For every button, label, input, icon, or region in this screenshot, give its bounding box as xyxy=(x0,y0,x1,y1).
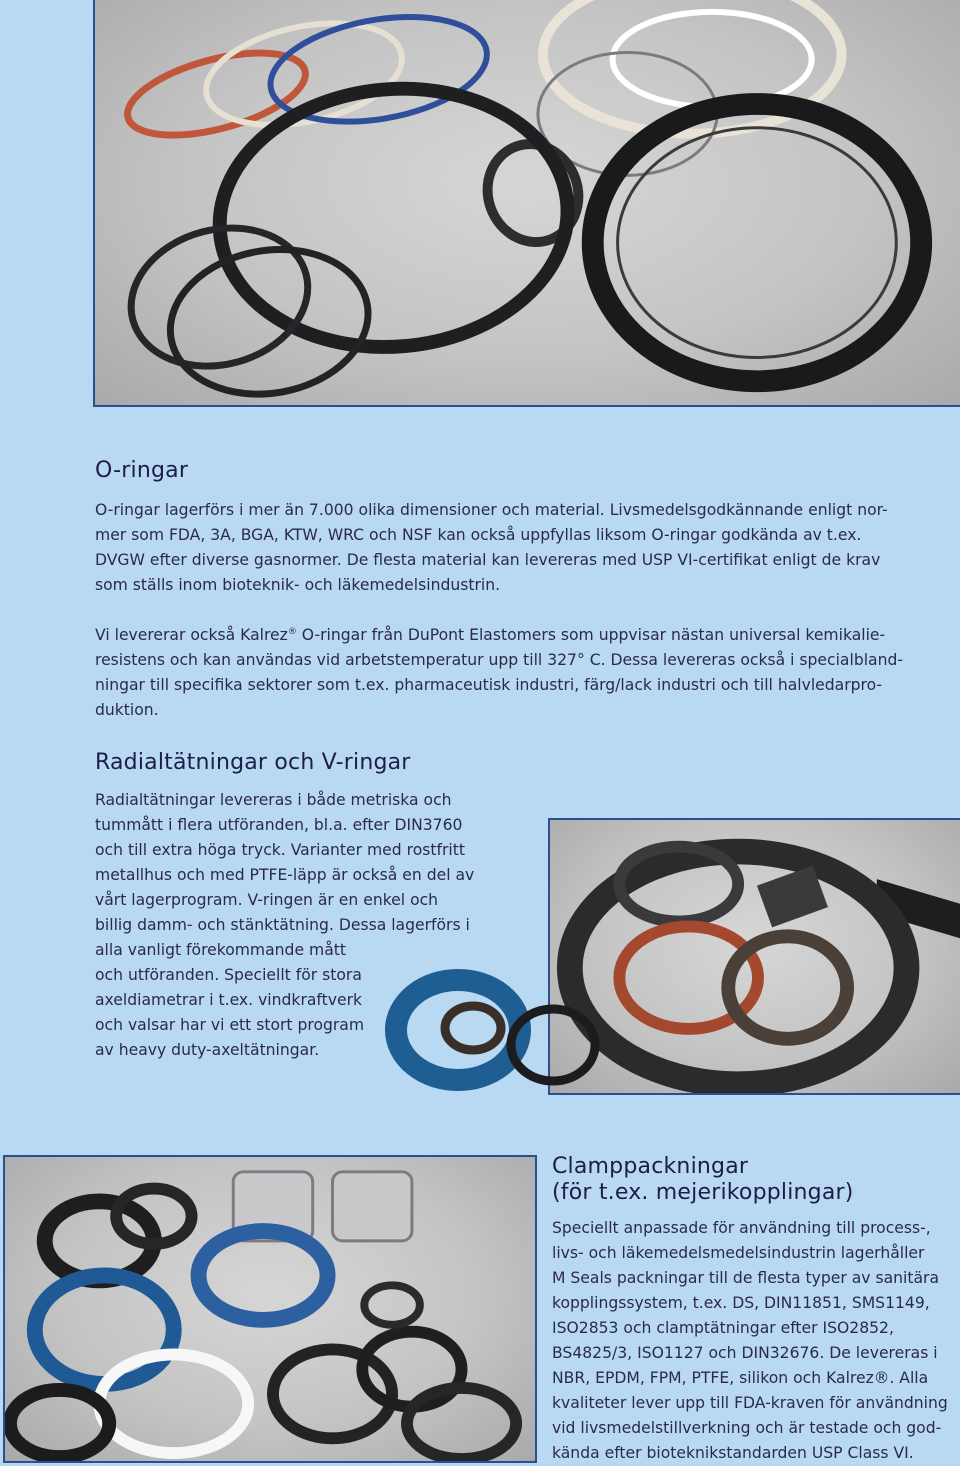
oringar-paragraph-2 xyxy=(95,623,935,723)
section-title-oringar: O-ringar xyxy=(95,458,189,483)
text-line: kända efter bioteknikstandarden USP Class VI. xyxy=(552,1444,914,1462)
text-fragment: Vi levererar också Kalrez xyxy=(95,626,288,644)
title-line: (för t.ex. mejerikopplingar) xyxy=(552,1180,854,1205)
text-line: duktion. xyxy=(95,701,159,719)
text-line: billig damm- och stänktätning. Dessa lagerförs i xyxy=(95,916,470,934)
title-line: Clamppackningar xyxy=(552,1154,749,1179)
text-line: BS4825/3, ISO1127 och DIN32676. De levereras i xyxy=(552,1344,938,1362)
text-line: Speciellt anpassade för användning till process-, xyxy=(552,1219,931,1237)
radial-seals-illustration xyxy=(550,820,960,1093)
oringar-paragraph-1 xyxy=(95,498,935,598)
text-line: NBR, EPDM, FPM, PTFE, silikon och Kalrez®. Alla xyxy=(552,1369,929,1387)
text-line: ningar till specifika sektorer som t.ex. pharmaceutisk industri, färg/lack industri och till halvledarpro- xyxy=(95,676,883,694)
text-line: metallhus och med PTFE-läpp är också en del av xyxy=(95,866,475,884)
text-line: DVGW efter diverse gasnormer. De flesta material kan levereras med USP VI-certifikat enligt de krav xyxy=(95,551,881,569)
text-line: mer som FDA, 3A, BGA, KTW, WRC och NSF kan också uppfyllas liksom O-ringar godkända av t.ex. xyxy=(95,526,862,544)
radial-seals-photo xyxy=(548,818,960,1095)
v-ring-illustration xyxy=(378,960,608,1100)
text-line: livs- och läkemedelsmedelsindustrin lagerhåller xyxy=(552,1244,925,1262)
text-line: vårt lagerprogram. V-ringen är en enkel och xyxy=(95,891,439,909)
text-line: kopplingssystem, t.ex. DS, DIN11851, SMS1149, xyxy=(552,1294,930,1312)
text-line: resistens och kan användas vid arbetstemperatur upp till 327° C. Dessa levereras också i specialbland- xyxy=(95,651,904,669)
text-line: O-ringar lagerförs i mer än 7.000 olika dimensioner och material. Livsmedelsgodkännande enligt nor- xyxy=(95,501,888,519)
o-rings-photo xyxy=(93,0,960,407)
text-line xyxy=(95,623,935,648)
text-line: ISO2853 och clamptätningar efter ISO2852, xyxy=(552,1319,894,1337)
section-title-radial: Radialtätningar och V-ringar xyxy=(95,750,411,775)
o-rings-illustration xyxy=(95,0,960,405)
text-line: tummått i flera utföranden, bl.a. efter DIN3760 xyxy=(95,816,463,834)
section-title-clamp xyxy=(552,1154,854,1206)
text-line: av heavy duty-axeltätningar. xyxy=(95,1041,320,1059)
clamp-gaskets-photo xyxy=(3,1155,537,1463)
text-line: Radialtätningar levereras i både metriska och xyxy=(95,791,452,809)
text-fragment: O-ringar från DuPont Elastomers som uppvisar nästan universal kemikalie- xyxy=(296,626,886,644)
text-line: M Seals packningar till de flesta typer av sanitära xyxy=(552,1269,940,1287)
clamp-gaskets-illustration xyxy=(5,1157,535,1461)
registered-mark: ® xyxy=(287,626,297,637)
text-line: som ställs inom bioteknik- och läkemedelsindustrin. xyxy=(95,576,501,594)
text-line: axeldiametrar i t.ex. vindkraftverk xyxy=(95,991,363,1009)
text-line: och till extra höga tryck. Varianter med rostfritt xyxy=(95,841,465,859)
text-line: alla vanligt förekommande mått xyxy=(95,941,346,959)
clamp-paragraph xyxy=(552,1216,952,1466)
text-line: kvaliteter lever upp till FDA-kraven för användning xyxy=(552,1394,948,1412)
text-line: vid livsmedelstillverkning och är testade och god- xyxy=(552,1419,942,1437)
v-ring-photo xyxy=(378,960,608,1100)
text-line: och utföranden. Speciellt för stora xyxy=(95,966,362,984)
text-line: och valsar har vi ett stort program xyxy=(95,1016,365,1034)
